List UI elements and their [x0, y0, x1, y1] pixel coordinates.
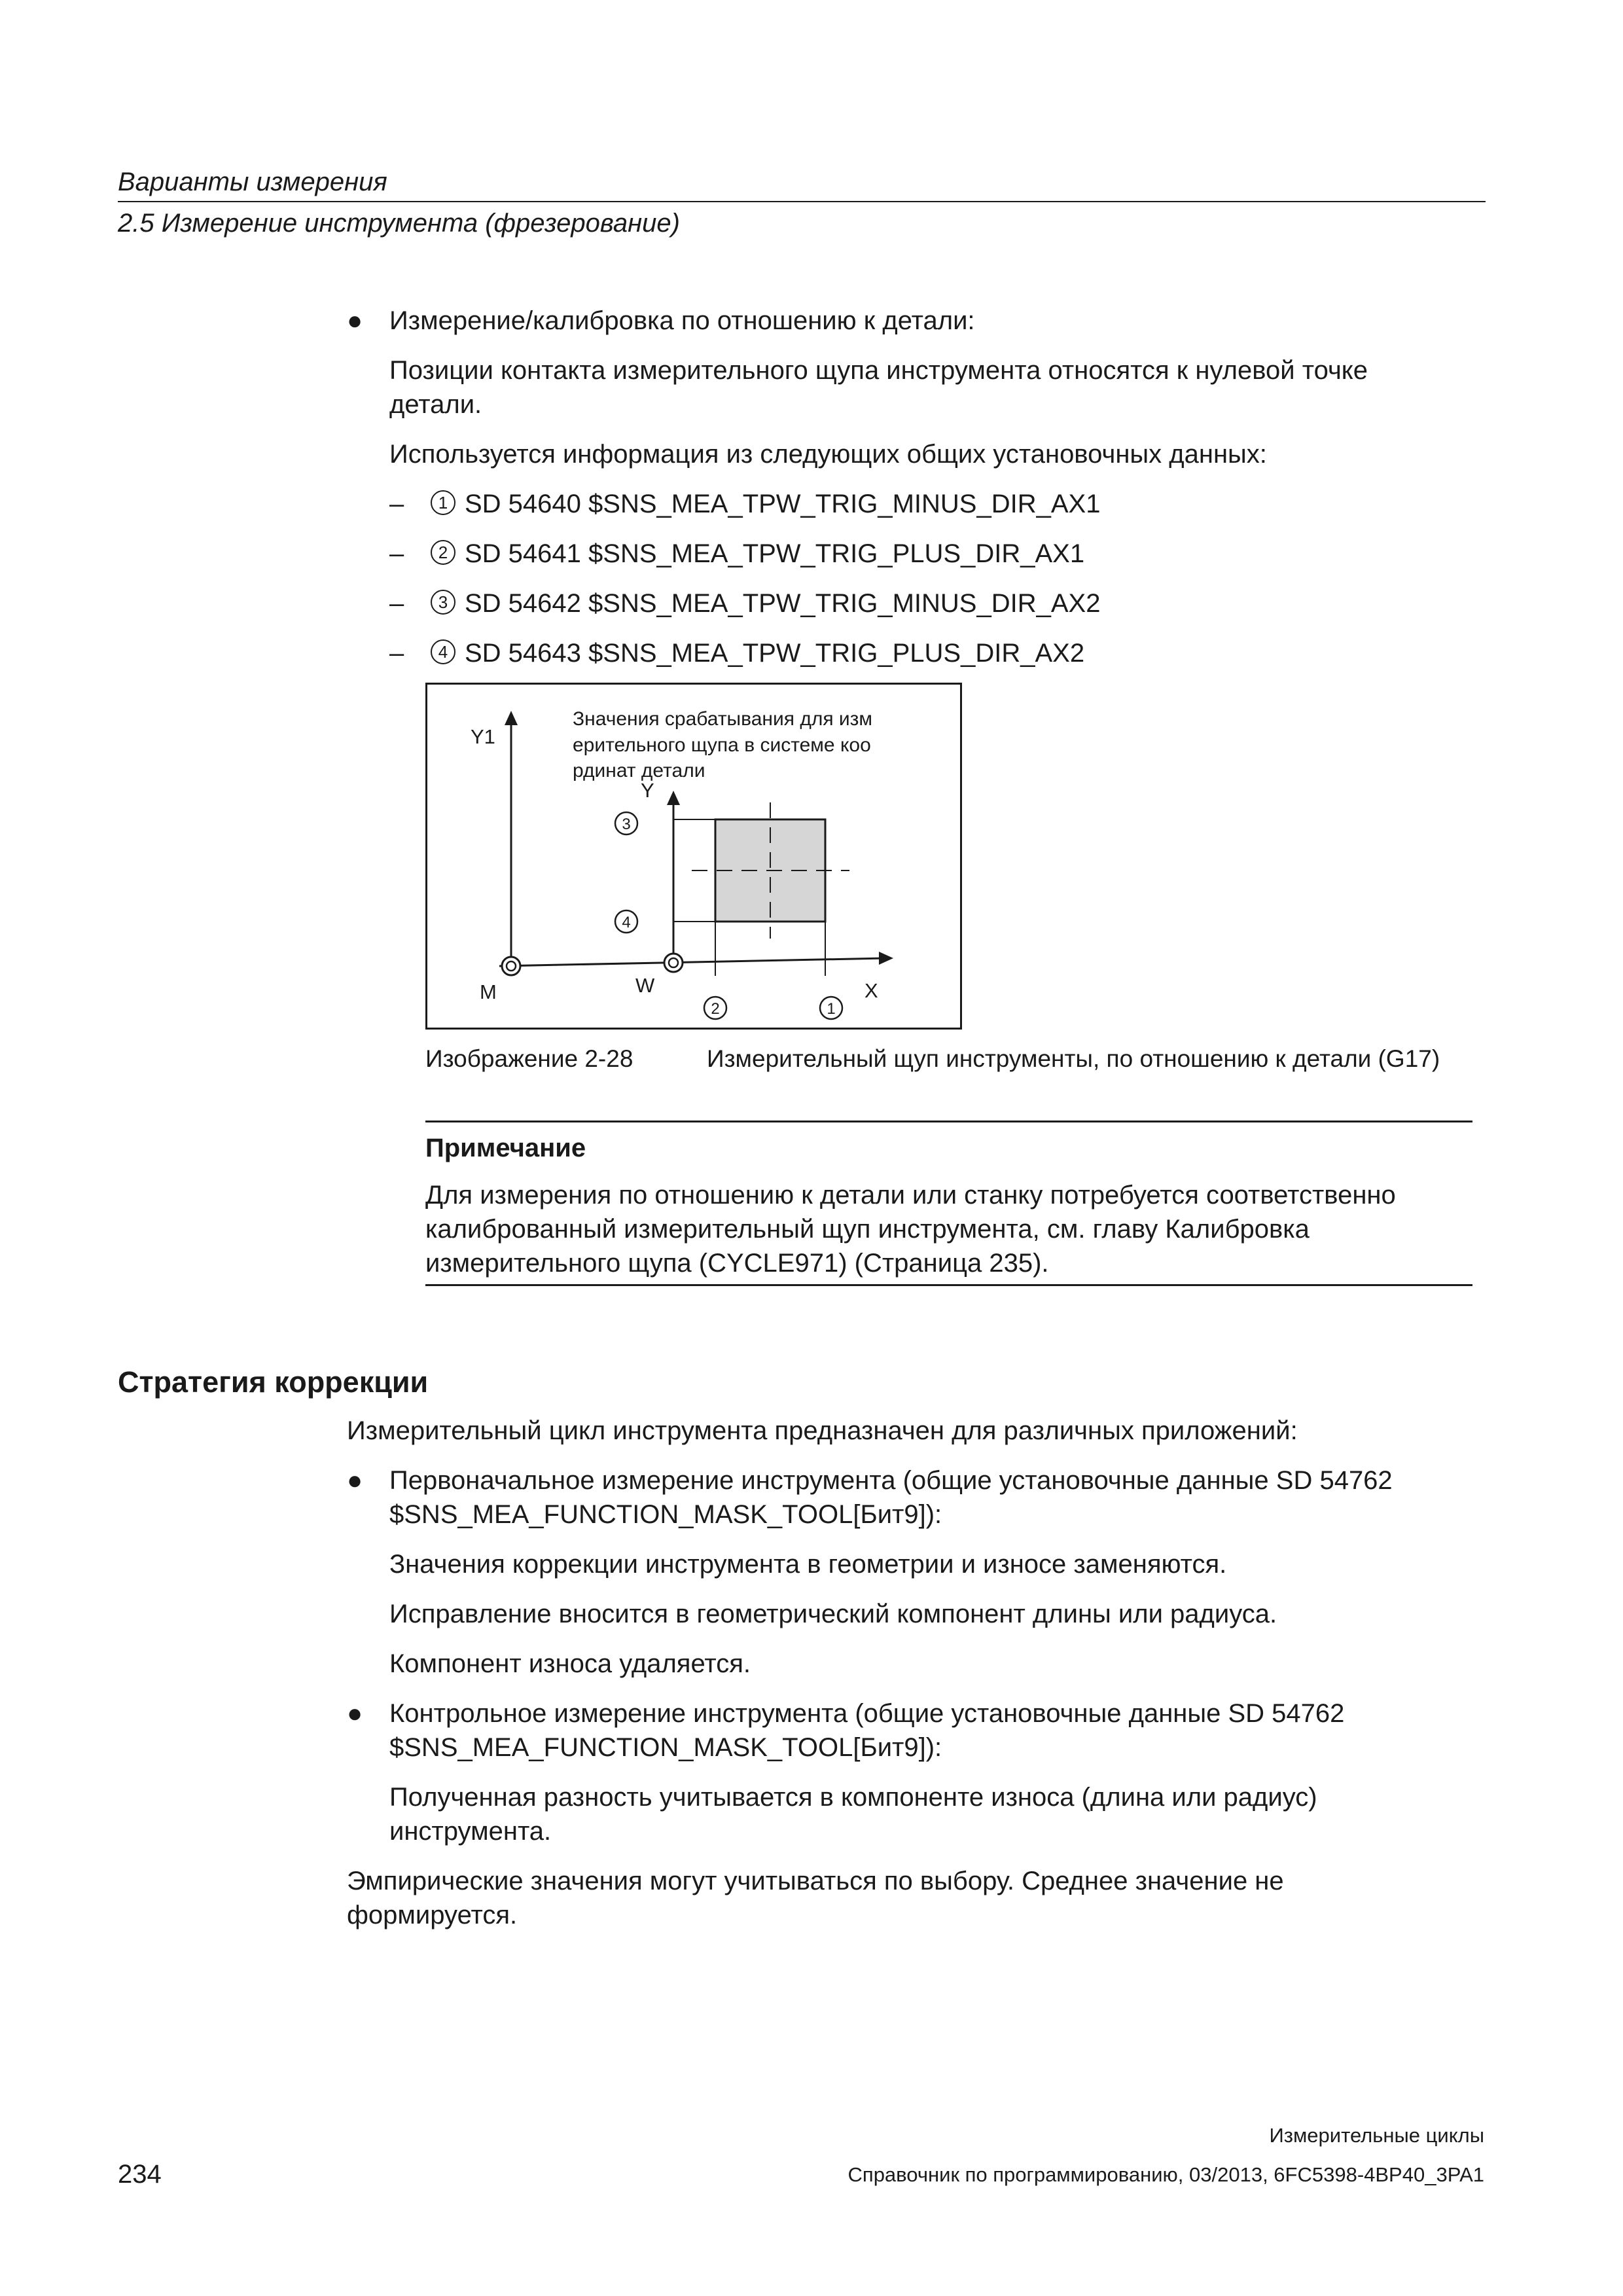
- bullet-dot: ●: [347, 1466, 363, 1495]
- paragraph: Измерительный цикл инструмента предназначен для различных приложений:: [347, 1416, 1298, 1445]
- dash: –: [389, 539, 404, 568]
- circled-number: 3: [431, 590, 455, 615]
- x-axis: [499, 958, 885, 966]
- figure-number: Изображение 2-28: [425, 1045, 633, 1072]
- paragraph: Значения коррекции инструмента в геометрии и износе заменяются.: [389, 1550, 1227, 1579]
- circled-number: 1: [431, 490, 455, 515]
- paragraph: Позиции контакта измерительного щупа инструмента относятся к нулевой точке детали.: [389, 356, 1368, 419]
- dash: –: [389, 490, 404, 518]
- w-label: W: [635, 974, 655, 997]
- paragraph: Полученная разность учитывается в компоненте износа (длина или радиус) инструмента.: [389, 1783, 1317, 1846]
- dash: –: [389, 639, 404, 668]
- y1-arrowhead: [505, 711, 518, 725]
- paragraph: Компонент износа удаляется.: [389, 1649, 751, 1678]
- sd-item-text: SD 54641 $SNS_MEA_TPW_TRIG_PLUS_DIR_AX1: [465, 539, 1085, 568]
- figure-caption: Измерительный щуп инструменты, по отношению к детали (G17): [707, 1045, 1440, 1072]
- marker-3-label: 3: [622, 816, 631, 833]
- bullet-title: Первоначальное измерение инструмента (общие установочные данные SD 54762 $SNS_MEA_FUNCTION_MASK_TOOL[Бит9]):: [389, 1466, 1393, 1529]
- bullet-title: Контрольное измерение инструмента (общие установочные данные SD 54762 $SNS_MEA_FUNCTION_MASK_TOOL[Бит9]):: [389, 1699, 1345, 1762]
- marker-2-label: 2: [711, 1000, 720, 1018]
- dash: –: [389, 589, 404, 618]
- circled-number: 2: [431, 540, 455, 565]
- m-label: M: [480, 980, 497, 1003]
- y-label: Y: [641, 779, 654, 802]
- paragraph: Исправление вносится в геометрический компонент длины или радиуса.: [389, 1600, 1277, 1628]
- bullet-dot: ●: [347, 1699, 363, 1728]
- figure-frame: [425, 683, 962, 1030]
- sd-item: [431, 636, 1084, 670]
- note-rule-top: [425, 1121, 1472, 1122]
- sd-item: [431, 537, 1084, 571]
- sd-item: [431, 487, 1100, 521]
- sd-item-text: SD 54643 $SNS_MEA_TPW_TRIG_PLUS_DIR_AX2: [465, 639, 1085, 668]
- x-label: X: [865, 979, 878, 1002]
- page-number: 234: [118, 2160, 162, 2189]
- figure-label-line1: Значения срабатывания для изм: [573, 708, 873, 730]
- bullet-title: Измерение/калибровка по отношению к детали:: [389, 306, 975, 335]
- sd-item: [431, 586, 1100, 620]
- paragraph: Используется информация из следующих общих установочных данных:: [389, 440, 1267, 469]
- section-title: 2.5 Измерение инструмента (фрезерование): [118, 209, 680, 238]
- note-title: Примечание: [425, 1134, 586, 1162]
- note-text: Для измерения по отношению к детали или станку потребуется соответственно калиброванный измерительный щуп инструмента, см. главу Калибровка измерительного щупа (CYCLE971) (Страница 235).: [425, 1181, 1396, 1278]
- paragraph: Эмпирические значения могут учитываться по выбору. Среднее значение не формируется.: [347, 1867, 1284, 1929]
- marker-4-label: 4: [622, 914, 631, 931]
- workpiece-origin: [664, 954, 683, 972]
- x-arrowhead: [879, 952, 893, 965]
- footer-book-title: Измерительные циклы: [1269, 2124, 1484, 2147]
- bullet-dot: ●: [347, 306, 363, 335]
- figure-label-line2: ерительного щупа в системе коо: [573, 734, 871, 756]
- y1-label: Y1: [471, 725, 495, 748]
- circled-number: 4: [431, 639, 455, 664]
- sd-item-text: SD 54642 $SNS_MEA_TPW_TRIG_MINUS_DIR_AX2: [465, 589, 1101, 618]
- section-heading: Стратегия коррекции: [118, 1365, 429, 1399]
- y-arrowhead: [667, 791, 680, 805]
- sd-item-text: SD 54640 $SNS_MEA_TPW_TRIG_MINUS_DIR_AX1: [465, 490, 1101, 518]
- probe-diagram: [427, 685, 960, 1028]
- marker-1-label: 1: [827, 1000, 836, 1018]
- footer-reference: Справочник по программированию, 03/2013, 6FC5398-4BP40_3PA1: [847, 2163, 1484, 2186]
- header-rule: [118, 201, 1486, 202]
- machine-origin: [502, 957, 520, 975]
- chapter-title: Варианты измерения: [118, 168, 387, 196]
- note-rule-bottom: [425, 1284, 1472, 1286]
- figure-label-line3: рдинат детали: [573, 760, 705, 781]
